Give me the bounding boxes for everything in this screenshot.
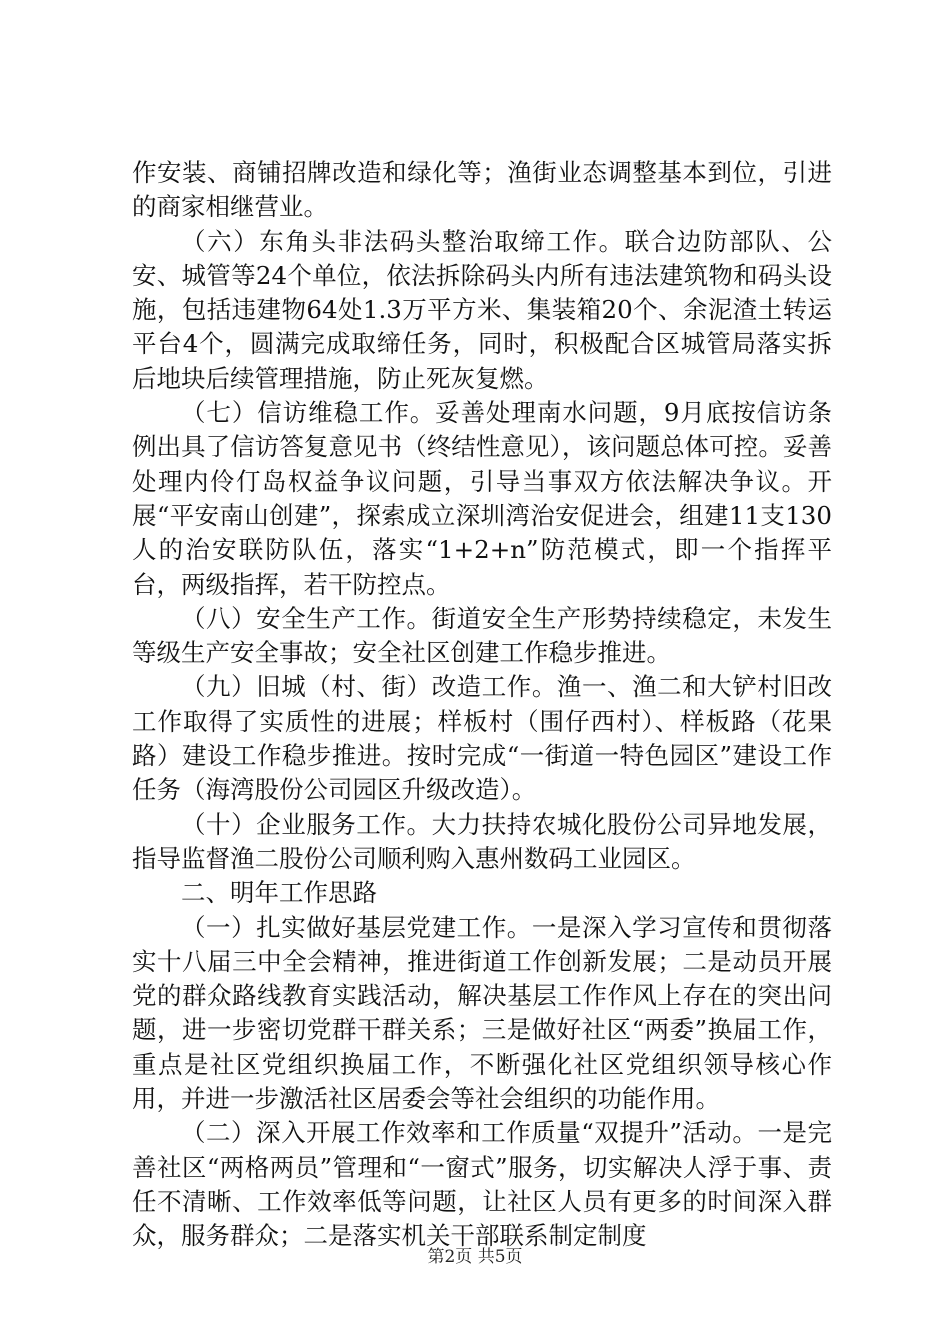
paragraph-section-10: （十）企业服务工作。大力扶持农城化股份公司异地发展，指导监督渔二股份公司顺利购入惠州数码工业园区。: [132, 809, 832, 873]
paragraph-continuation: 作安装、商铺招牌改造和绿化等；渔街业态调整基本到位，引进的商家相继营业。: [132, 158, 832, 222]
paragraph-section-6: （六）东角头非法码头整治取缔工作。联合边防部队、公安、城管等24个单位，依法拆除码头内所有违法建筑物和码头设施，包括违建物64处1.3万平方米、集装箱20个、余泥渣土转运平台4个，圆满完成取缔任务，同时，积极配合区城管局落实拆后地块后续管理措施，防止死灰复燃。: [132, 226, 832, 393]
paragraph-plan-1: （一）扎实做好基层党建工作。一是深入学习宣传和贯彻落实十八届三中全会精神，推进街道工作创新发展；二是动员开展党的群众路线教育实践活动，解决基层工作作风上存在的突出问题，进一步密切党群干群关系；三是做好社区“两委”换届工作，重点是社区党组织换届工作，不断强化社区党组织领导核心作用，并进一步激活社区居委会等社会组织的功能作用。: [132, 912, 832, 1114]
paragraph-section-7: （七）信访维稳工作。妥善处理南水问题，9月底按信访条例出具了信访答复意见书（终结性意见），该问题总体可控。妥善处理内伶仃岛权益争议问题，引导当事双方依法解决争议。开展“平安南山创建”，探索成立深圳湾治安促进会，组建11支130人的治安联防队伍，落实“1+2+n”防范模式，即一个指挥平台，两级指挥，若干防控点。: [132, 398, 832, 599]
paragraph-section-9: （九）旧城（村、街）改造工作。渔一、渔二和大铲村旧改工作取得了实质性的进展；样板村（围仔西村）、样板路（花果路）建设工作稳步推进。按时完成“一街道一特色园区”建设工作任务（海湾股份公司园区升级改造）。: [132, 672, 832, 805]
paragraph-section-8: （八）安全生产工作。街道安全生产形势持续稳定，未发生等级生产安全事故；安全社区创建工作稳步推进。: [132, 603, 832, 668]
paragraph-plan-2: （二）深入开展工作效率和工作质量“双提升”活动。一是完善社区“两格两员”管理和“一窗式”服务，切实解决人浮于事、责任不清晰、工作效率低等问题，让社区人员有更多的时间深入群众，服务群众；二是落实机关干部联系制定制度: [132, 1118, 832, 1251]
section-heading-next-year: 二、明年工作思路: [181, 878, 377, 908]
page-number-footer: 第2页 共5页: [427, 1247, 523, 1267]
document-body: [132, 156, 832, 1254]
